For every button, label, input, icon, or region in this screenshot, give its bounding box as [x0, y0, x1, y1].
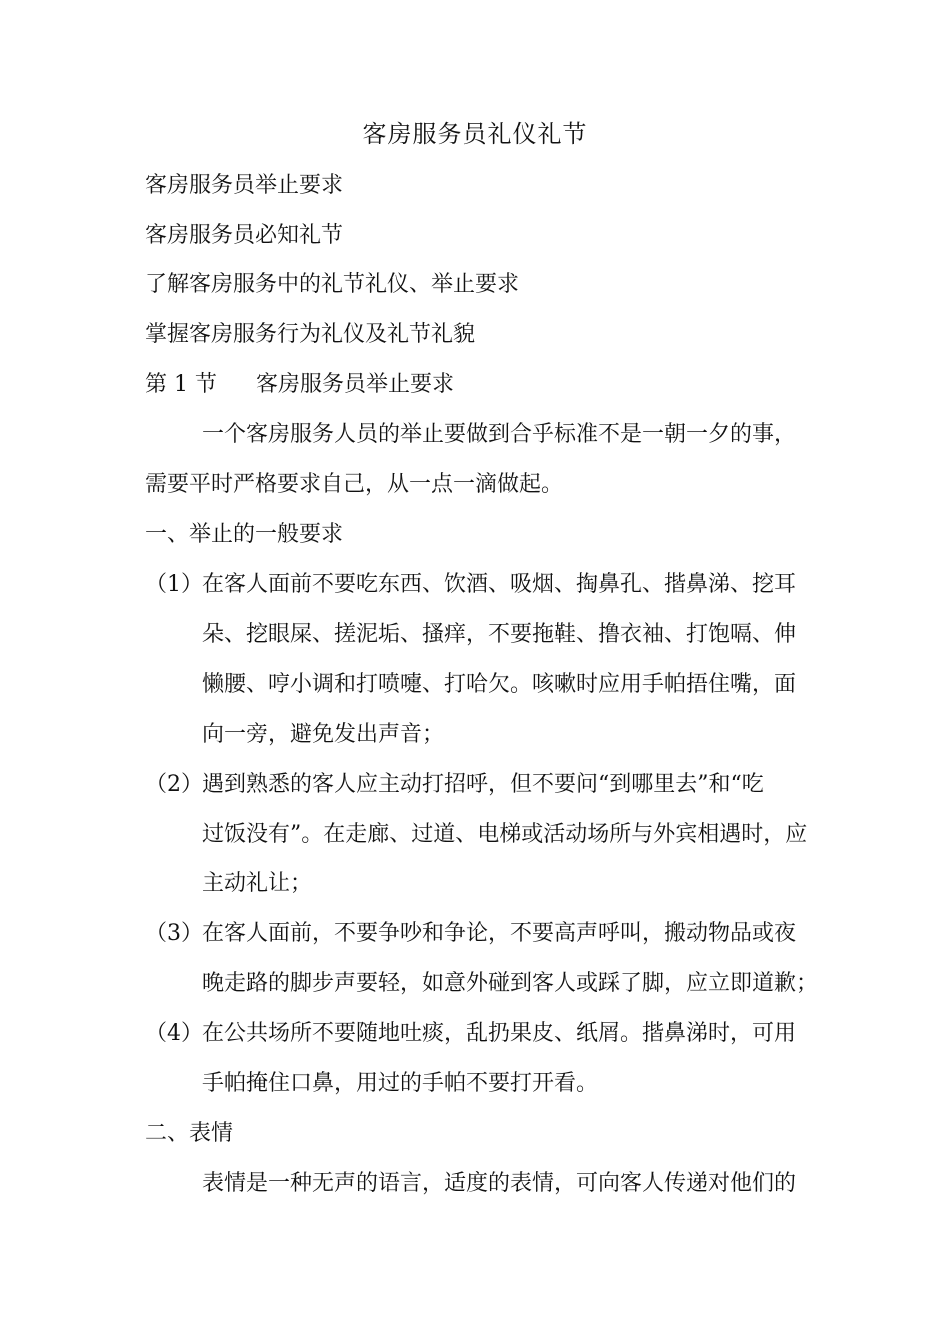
item-number: （4） [145, 1021, 203, 1046]
item-line: 向一旁，避免发出声音； [202, 722, 445, 747]
objective-2: 客房服务员必知礼节 [145, 223, 344, 248]
item-line: 遇到熟悉的客人应主动打招呼，但不要问“到哪里去”和“吃 [202, 772, 764, 797]
item-line: 在公共场所不要随地吐痰，乱扔果皮、纸屑。揩鼻涕时，可用 [202, 1021, 797, 1046]
paragraph-expression: 表情是一种无声的语言，适度的表情，可向客人传递对他们的 [202, 1171, 797, 1196]
item-line: 在客人面前，不要争吵和争论，不要高声呼叫，搬动物品或夜 [202, 921, 797, 946]
objective-4: 掌握客房服务行为礼仪及礼节礼貌 [145, 322, 476, 347]
heading-general-requirements: 一、举止的一般要求 [145, 522, 344, 547]
intro-line-1: 一个客房服务人员的举止要做到合乎标准不是一朝一夕的事， [202, 422, 797, 447]
section-number: 第 1 节 [145, 372, 217, 397]
item-line: 懒腰、哼小调和打喷嚏、打哈欠。咳嗽时应用手帕捂住嘴，面 [202, 672, 797, 697]
objective-3: 了解客房服务中的礼节礼仪、举止要求 [145, 272, 520, 297]
document-title: 客房服务员礼仪礼节 [362, 120, 588, 148]
item-line: 过饭没有”。在走廊、过道、电梯或活动场所与外宾相遇时，应 [202, 822, 808, 847]
section-title: 客房服务员举止要求 [256, 372, 455, 397]
objective-1: 客房服务员举止要求 [145, 173, 344, 198]
item-line: 朵、挖眼屎、搓泥垢、搔痒，不要拖鞋、撸衣袖、打饱嗝、伸 [202, 622, 797, 647]
item-line: 手帕掩住口鼻，用过的手帕不要打开看。 [202, 1071, 599, 1096]
intro-line-2: 需要平时严格要求自己，从一点一滴做起。 [145, 472, 564, 497]
item-line: 晚走路的脚步声要轻，如意外碰到客人或踩了脚，应立即道歉； [202, 971, 819, 996]
item-number: （1） [145, 572, 203, 597]
item-line: 在客人面前不要吃东西、饮酒、吸烟、掏鼻孔、揩鼻涕、挖耳 [202, 572, 797, 597]
item-line: 主动礼让； [202, 871, 313, 896]
item-number: （2） [145, 772, 203, 797]
heading-expression: 二、表情 [145, 1121, 234, 1146]
item-number: （3） [145, 921, 203, 946]
